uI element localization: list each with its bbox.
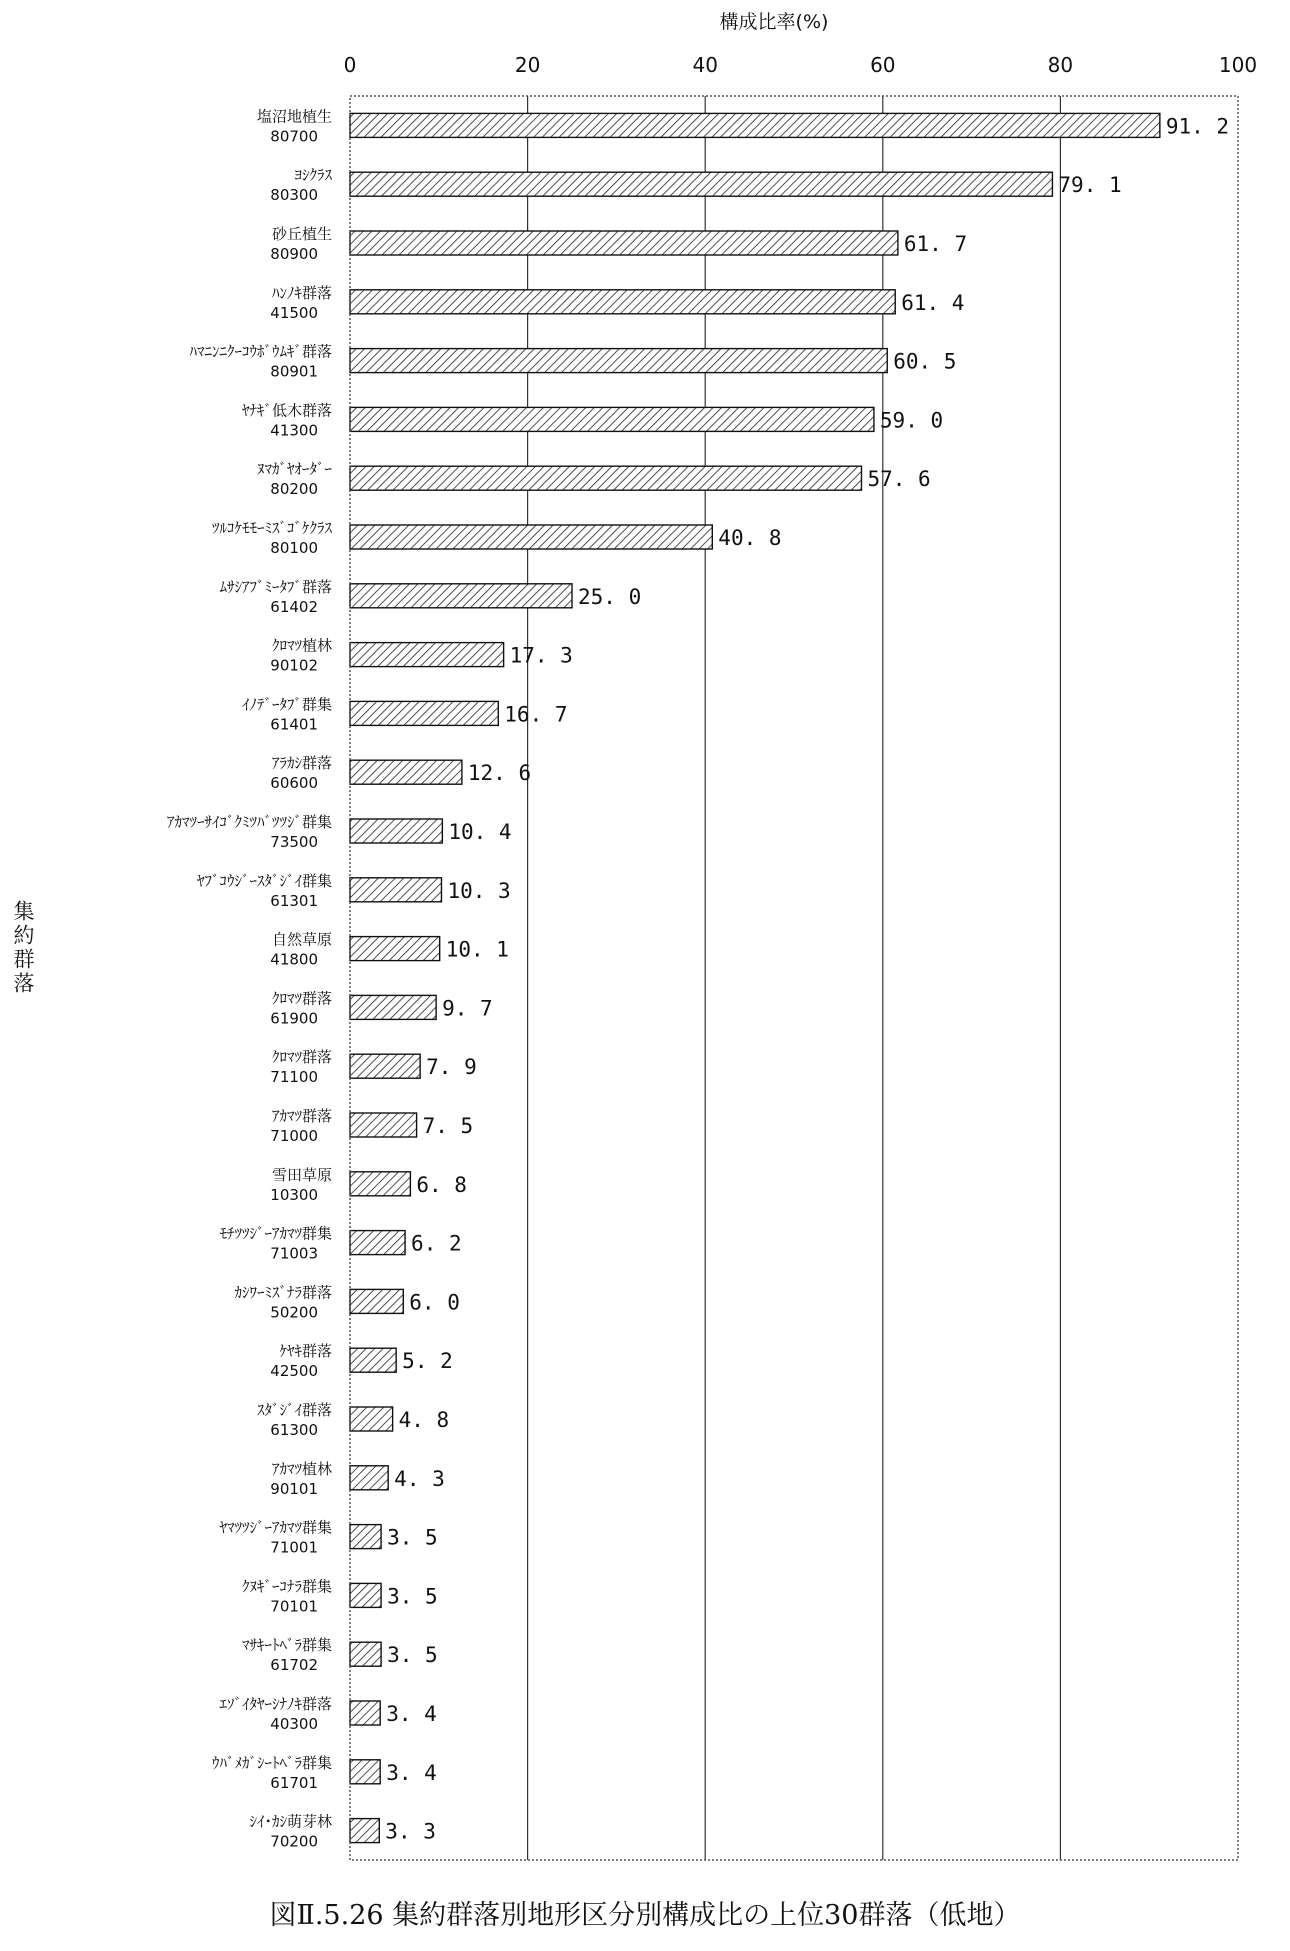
category-code: 41800: [270, 950, 318, 969]
bar: [350, 937, 440, 961]
bar: [350, 113, 1160, 137]
bar: [350, 1701, 380, 1725]
data-label: 3. 5: [387, 1525, 438, 1550]
bar: [350, 290, 895, 314]
bar: [350, 231, 898, 255]
category-name: 雪田草原: [271, 1165, 332, 1184]
bar: [350, 643, 504, 667]
data-label: 10. 3: [447, 878, 511, 903]
category-code: 80200: [270, 480, 318, 499]
bar: [350, 1525, 381, 1549]
category-code: 71003: [270, 1244, 318, 1263]
category-name: ﾊﾝﾉｷ群落: [271, 283, 332, 302]
data-label: 3. 4: [386, 1760, 437, 1785]
category-code: 61900: [270, 1009, 318, 1028]
bar: [350, 1113, 417, 1137]
bar: [350, 1289, 403, 1313]
category-code: 80900: [270, 245, 318, 263]
x-tick-label: 80: [1047, 53, 1074, 77]
category-code: 61301: [270, 891, 318, 910]
category-name: ﾔﾏﾂﾂｼﾞｰｱｶﾏﾂ群集: [219, 1518, 332, 1537]
category-code: 90101: [270, 1479, 318, 1498]
data-label: 60. 5: [893, 349, 957, 374]
data-label: 6. 8: [416, 1172, 467, 1197]
category-name: ｲﾉﾃﾞｰﾀﾌﾞ群集: [241, 695, 332, 714]
category-code: 61701: [270, 1773, 318, 1792]
bar: [350, 995, 436, 1019]
data-label: 5. 2: [402, 1349, 453, 1374]
category-code: 80901: [270, 362, 318, 381]
category-code: 41500: [270, 303, 318, 322]
category-name: ｱｶﾏﾂｰｻｲｺﾞｸﾐﾂﾊﾞﾂﾂｼﾞ群集: [166, 813, 332, 831]
data-label: 3. 4: [386, 1702, 437, 1726]
bar: [350, 1819, 379, 1843]
data-label: 91. 2: [1165, 114, 1230, 139]
bar: [350, 1642, 381, 1666]
category-code: 61402: [270, 597, 318, 616]
x-tick-label: 40: [692, 53, 718, 77]
data-label: 61. 7: [903, 232, 968, 256]
data-label: 6. 0: [409, 1290, 460, 1315]
category-name: ｸﾛﾏﾂ群落: [271, 1048, 332, 1067]
x-tick-label: 20: [514, 53, 541, 77]
data-label: 10. 1: [445, 937, 509, 962]
x-axis-title: 構成比率(%): [719, 11, 829, 33]
data-label: 4. 3: [394, 1466, 445, 1491]
category-name: ｹﾔｷ群落: [279, 1342, 332, 1361]
figure-caption: 図Ⅱ.5.26 集約群落別地形区分別構成比の上位30群落（低地）: [269, 1900, 1021, 1931]
category-code: 90102: [270, 656, 318, 675]
bar: [350, 760, 462, 784]
category-code: 61300: [270, 1421, 318, 1439]
bar: [350, 1583, 381, 1607]
labels-layer: [167, 53, 1257, 1851]
data-label: 79. 1: [1058, 173, 1122, 198]
category-name: ｴｿﾞｲﾀﾔｰｼﾅﾉｷ群落: [219, 1695, 332, 1713]
category-code: 70101: [270, 1597, 318, 1616]
data-label: 40. 8: [718, 526, 782, 550]
category-name: 塩沼地植生: [256, 107, 332, 126]
data-label: 7. 9: [426, 1055, 477, 1080]
bars-layer: [350, 113, 1160, 1842]
category-code: 70200: [270, 1832, 318, 1851]
category-code: 60600: [270, 774, 318, 793]
data-label: 6. 2: [411, 1231, 462, 1256]
category-code: 71000: [270, 1127, 318, 1145]
category-name: ﾂﾙｺｹﾓﾓｰﾐｽﾞｺﾞｹｸﾗｽ: [211, 519, 332, 537]
bar: [350, 1172, 410, 1196]
bar: [350, 878, 441, 902]
bar: [350, 172, 1052, 196]
category-code: 61401: [270, 715, 318, 734]
data-label: 10. 4: [448, 820, 512, 844]
bar: [350, 349, 887, 373]
category-name: ｸﾛﾏﾂ植林: [271, 636, 332, 655]
category-code: 40300: [270, 1715, 318, 1733]
category-code: 80300: [270, 186, 318, 205]
data-label: 57. 6: [867, 467, 931, 492]
data-label: 7. 5: [422, 1114, 474, 1138]
category-name: ｳﾊﾞﾒｶﾞｼｰﾄﾍﾞﾗ群集: [211, 1753, 332, 1772]
data-label: 16. 7: [504, 702, 568, 727]
bar: [350, 466, 861, 490]
data-label: 4. 8: [398, 1408, 450, 1432]
bar: [350, 1760, 380, 1784]
category-code: 61702: [270, 1656, 318, 1675]
bar: [350, 1231, 405, 1255]
bar: [350, 1348, 396, 1372]
data-label: 61. 4: [901, 290, 965, 315]
category-code: 10300: [270, 1185, 318, 1204]
category-name: ﾔﾌﾞｺｳｼﾞｰｽﾀﾞｼﾞｲ群集: [196, 871, 332, 890]
bar: [350, 584, 572, 608]
bar: [350, 1407, 393, 1431]
category-name: ﾇﾏｶﾞﾔｵｰﾀﾞｰ: [256, 460, 332, 479]
bar: [350, 407, 874, 431]
category-name: ﾔﾅｷﾞ低木群落: [241, 401, 332, 420]
bar: [350, 525, 712, 549]
category-name: ﾖｼｸﾗｽ: [294, 166, 332, 185]
category-code: 71001: [270, 1538, 318, 1557]
category-name: ｸﾛﾏﾂ群落: [271, 989, 332, 1008]
data-label: 3. 3: [385, 1819, 436, 1844]
category-name: ﾑｻｼｱﾌﾞﾐｰﾀﾌﾞ群落: [219, 577, 332, 596]
data-label: 9. 7: [442, 996, 493, 1021]
category-name: ｱﾗｶｼ群落: [271, 754, 332, 773]
category-name: ｸﾇｷﾞｰｺﾅﾗ群集: [241, 1577, 332, 1596]
data-label: 12. 6: [467, 761, 532, 786]
x-tick-label: 0: [343, 53, 357, 77]
category-code: 80100: [270, 539, 318, 557]
data-label: 17. 3: [509, 643, 573, 668]
category-name: ﾏｻｷｰﾄﾍﾞﾗ群集: [241, 1636, 332, 1655]
x-tick-label: 100: [1218, 53, 1258, 77]
data-label: 59. 0: [879, 408, 944, 433]
category-name: ﾓﾁﾂﾂｼﾞｰｱｶﾏﾂ群集: [219, 1224, 332, 1243]
x-tick-label: 60: [870, 53, 896, 77]
category-name: ｱｶﾏﾂ群落: [271, 1107, 332, 1125]
category-name: ｽﾀﾞｼﾞｲ群落: [256, 1401, 332, 1419]
category-code: 71100: [270, 1068, 318, 1087]
category-name: ｼｲ･ｶｼ萌芽林: [249, 1812, 332, 1831]
category-code: 41300: [270, 421, 318, 440]
category-name: ﾊﾏﾆﾝﾆｸｰｺｳﾎﾞｳﾑｷﾞ群落: [189, 342, 332, 361]
bar: [350, 1466, 388, 1490]
category-code: 73500: [270, 833, 318, 851]
category-code: 50200: [270, 1303, 318, 1322]
data-label: 3. 5: [387, 1584, 438, 1609]
category-name: ｶｼﾜｰﾐｽﾞﾅﾗ群落: [234, 1283, 332, 1302]
data-label: 25. 0: [578, 584, 642, 609]
category-name: ｱｶﾏﾂ植林: [271, 1459, 332, 1478]
category-name: 砂丘植生: [271, 225, 332, 243]
data-label: 3. 5: [387, 1643, 438, 1668]
category-code: 42500: [270, 1362, 318, 1381]
bar: [350, 1054, 420, 1078]
bar: [350, 701, 498, 725]
bar: [350, 819, 442, 843]
category-name: 自然草原: [271, 930, 332, 949]
category-code: 80700: [270, 127, 318, 146]
y-axis-title: 集約群落: [11, 900, 35, 996]
